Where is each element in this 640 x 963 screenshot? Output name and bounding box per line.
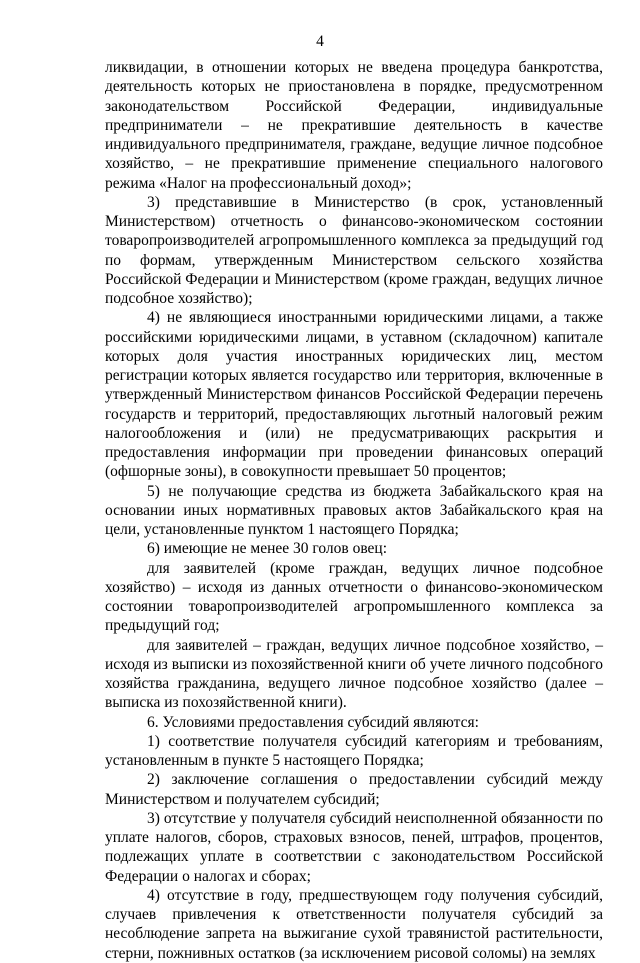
paragraph-condition-2: 2) заключение соглашения о предоставлении субсидий между Министерством и получателем субсидий;: [105, 771, 603, 808]
page-number: 4: [316, 33, 324, 50]
paragraph-applicants-citizens: для заявителей – граждан, ведущих личное подсобное хозяйство, – исходя из выписки из похозяйственной книги об учете личного подсобного хозяйства гражданина, ведущего личное подсобное хозяйство (далее – выписка из похозяйственной книги).: [105, 636, 603, 712]
paragraph-item-3: 3) представившие в Министерство (в срок, установленный Министерством) отчетность о финансово-экономическом состоянии товаропроизводителей агропромышленного комплекса за предыдущий год по формам, утвержденным Министерством сельского хозяйства Российской Федерации и Министерством (кроме граждан, ведущих личное подсобное хозяйство);: [105, 193, 603, 307]
paragraph-condition-3: 3) отсутствие у получателя субсидий неисполненной обязанности по уплате налогов, сборов, страховых взносов, пеней, штрафов, процентов, подлежащих уплате в соответствии с законодательством Российской Федерации о налогах и сборах;: [105, 809, 603, 885]
paragraph-item-4: 4) не являющиеся иностранными юридическими лицами, а также российскими юридическими лицами, в уставном (складочном) капитале которых доля участия иностранных юридических лиц, местом регистрации которых является государство или территория, включенные в утвержденный Министерством финансов Российской Федерации перечень государств и территорий, предоставляющих льготный налоговый режим налогообложения и (или) не предусматривающих раскрытия и предоставления информации при проведении финансовых операций (офшорные зоны), в совокупности превышает 50 процентов;: [105, 309, 603, 481]
paragraph-condition-1: 1) соответствие получателя субсидий категориям и требованиям, установленным в пункте 5 настоящего Порядка;: [105, 732, 603, 769]
paragraph-continuation: ликвидации, в отношении которых не введена процедура банкротства, деятельность которых не приостановлена в порядке, предусмотренном законодательством Российской Федерации, индивидуальные предприниматели – не прекратившие деятельность в качестве индивидуального предпринимателя, граждане, ведущие личное подсобное хозяйство, – не прекратившие применение специального налогового режима «Налог на профессиональный доход»;: [105, 59, 603, 192]
paragraph-item-6: 6) имеющие не менее 30 голов овец:: [147, 540, 388, 558]
paragraph-section-6-heading: 6. Условиями предоставления субсидий являются:: [147, 713, 479, 731]
paragraph-item-5: 5) не получающие средства из бюджета Забайкальского края на основании иных нормативных правовых актов Забайкальского края на цели, установленные пунктом 1 настоящего Порядка;: [105, 482, 603, 538]
paragraph-condition-4: 4) отсутствие в году, предшествующем году получения субсидий, случаев привлечения к ответственности получателя субсидий за несоблюдение запрета на выжигание сухой травянистой растительности, стерни, пожнивных остатков (за исключением рисовой соломы) на землях: [105, 886, 603, 962]
paragraph-applicants-general: для заявителей (кроме граждан, ведущих личное подсобное хозяйство) – исходя из данных отчетности о финансово-экономическом состоянии товаропроизводителей агропромышленного комплекса за предыдущий год;: [105, 559, 603, 635]
document-body: [105, 58, 603, 963]
